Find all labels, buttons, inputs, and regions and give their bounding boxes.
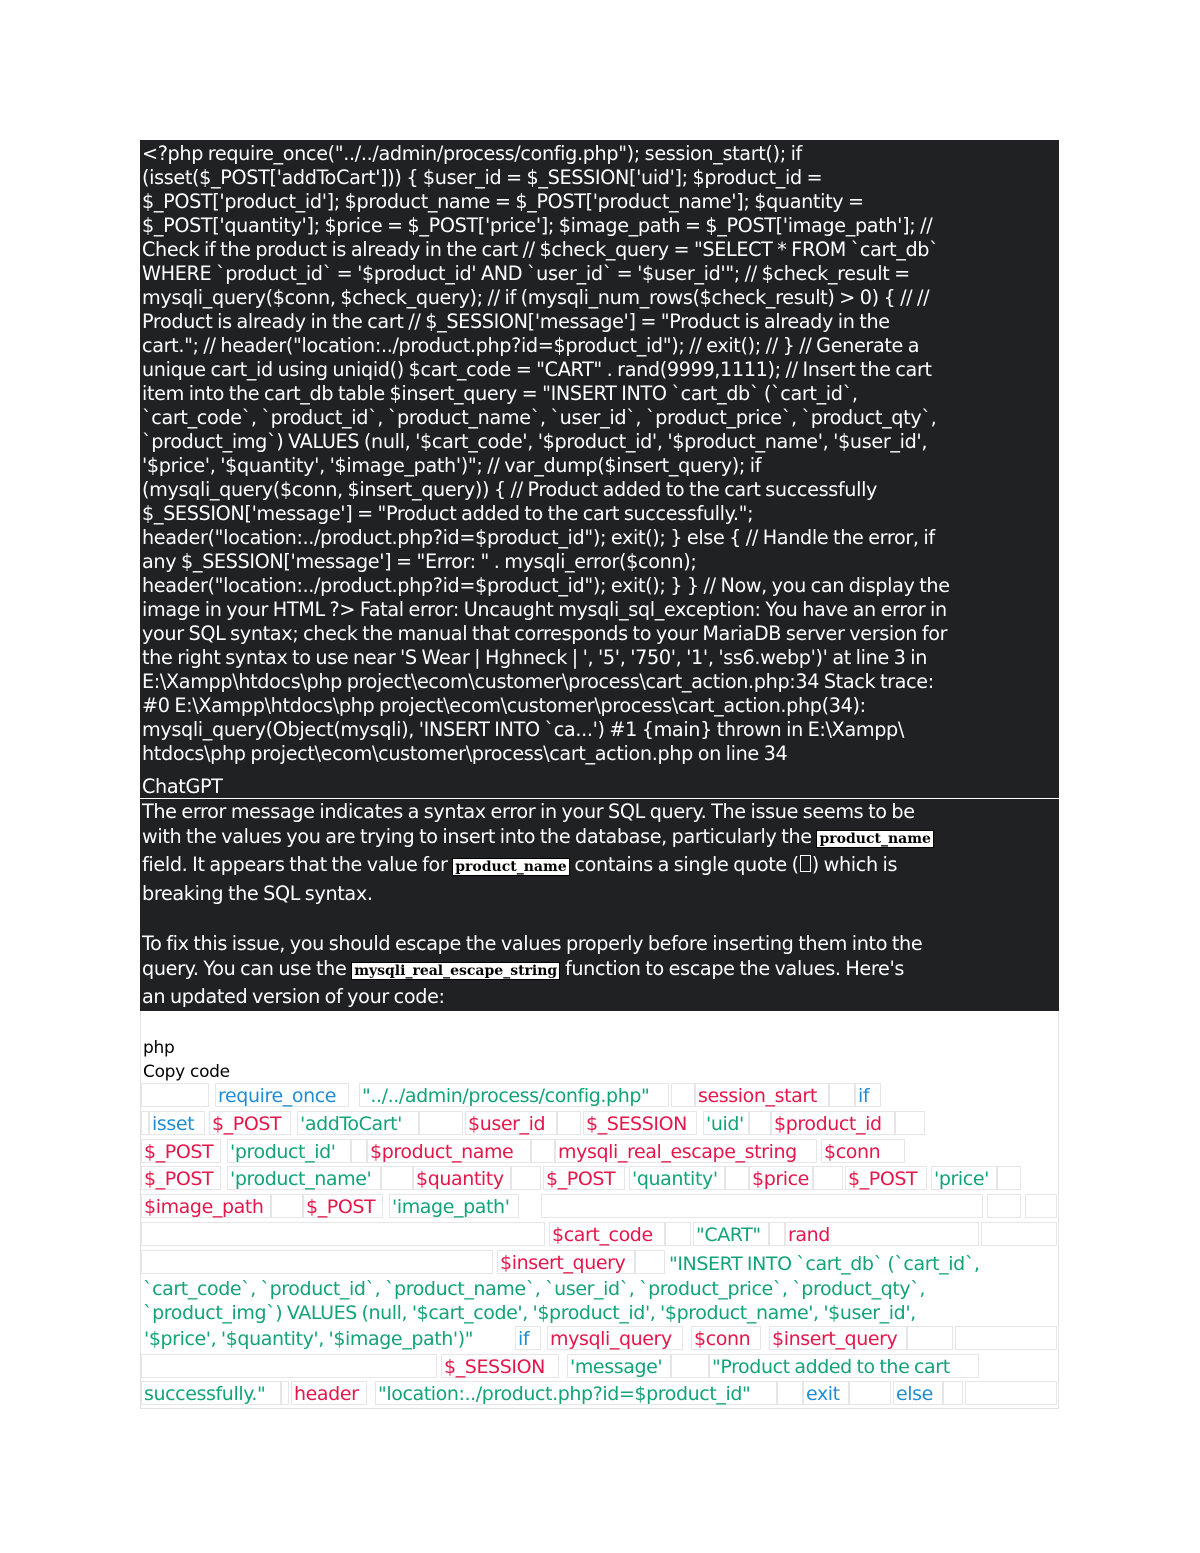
prompt-line: the right syntax to use near 'S Wear | Hghneck | ', '5', '750', '1', 'ss6.webp')' at line 3 in xyxy=(142,646,928,669)
answer-line: breaking the SQL syntax. xyxy=(142,881,373,905)
inline-code-product-name: product_name xyxy=(816,830,933,848)
answer-line: The error message indicates a syntax error in your SQL query. The issue seems to be xyxy=(142,800,915,823)
document-page xyxy=(140,140,1059,1409)
code-line xyxy=(141,1222,1058,1248)
code-token: $conn xyxy=(691,1326,761,1350)
chatgpt-label: ChatGPT xyxy=(142,775,223,798)
prompt-line: Product is already in the cart // $_SESSION['message'] = "Product is already in the xyxy=(142,310,890,333)
answer-line: query. You can use the mysqli_real_escape_string function to escape the values. Here's xyxy=(142,957,905,981)
code-token: "CART" xyxy=(693,1222,769,1246)
code-token: "location:../product.php?id=$product_id" xyxy=(375,1381,777,1405)
code-token: $_SESSION xyxy=(583,1111,697,1135)
code-token: successfully." xyxy=(141,1381,281,1405)
prompt-line: your SQL syntax; check the manual that corresponds to your MariaDB server version for xyxy=(142,622,948,645)
code-token: $_POST xyxy=(209,1111,291,1135)
code-token: 'product_name' xyxy=(227,1166,381,1190)
code-language-label: php xyxy=(143,1038,175,1059)
code-token: "../../admin/process/config.php" xyxy=(359,1083,669,1107)
code-token: $_POST xyxy=(845,1166,927,1190)
assistant-answer xyxy=(140,798,1059,1011)
code-token: $_POST xyxy=(303,1194,383,1218)
missing-glyph-icon xyxy=(800,855,811,872)
prompt-line: E:\Xampp\htdocs\php project\ecom\customer\process\cart_action.php:34 Stack trace: xyxy=(142,670,934,693)
code-line xyxy=(141,1166,1058,1192)
prompt-line: mysqli_query($conn, $check_query); // if (mysqli_num_rows($check_result) > 0) { // // xyxy=(142,286,930,309)
code-line xyxy=(141,1139,1058,1165)
code-string: `cart_code`, `product_id`, `product_name`, `user_id`, `product_price`, `product_qty`, xyxy=(143,1278,925,1301)
code-token: $image_path xyxy=(141,1194,271,1218)
prompt-line: $_POST['product_id']; $product_name = $_POST['product_name']; $quantity = xyxy=(142,190,864,213)
conversation-dark-panel xyxy=(140,140,1059,1011)
prompt-line: mysqli_query(Object(mysqli), 'INSERT INTO `ca...') #1 {main} thrown in E:\Xampp\ xyxy=(142,718,904,741)
code-token: $_POST xyxy=(141,1166,221,1190)
code-token: $cart_code xyxy=(549,1222,665,1246)
code-token: mysqli_query xyxy=(547,1326,683,1350)
user-prompt xyxy=(140,140,1059,766)
code-token: $price xyxy=(749,1166,813,1190)
code-token: 'image_path' xyxy=(389,1194,519,1218)
code-token: 'message' xyxy=(567,1354,671,1378)
prompt-line: cart."; // header("location:../product.php?id=$product_id"); // exit(); // } // Generate a xyxy=(142,334,920,357)
inline-code-product-name: product_name xyxy=(452,858,569,876)
code-token: require_once xyxy=(215,1083,349,1107)
code-line xyxy=(141,1194,1058,1220)
code-token: $_SESSION xyxy=(441,1354,559,1378)
answer-line: an updated version of your code: xyxy=(142,985,445,1009)
code-line xyxy=(141,1083,1058,1109)
code-token: if xyxy=(515,1326,541,1350)
prompt-line: `product_img`) VALUES (null, '$cart_code', '$product_id', '$product_name', '$user_id', xyxy=(142,430,928,453)
code-token: exit xyxy=(803,1381,849,1405)
code-token: "Product added to the cart xyxy=(709,1354,979,1378)
code-token: header xyxy=(291,1381,367,1405)
prompt-line: $_POST['quantity']; $price = $_POST['price']; $image_path = $_POST['image_path']; // xyxy=(142,214,933,237)
prompt-line: WHERE `product_id` = '$product_id' AND `user_id` = '$user_id'"; // $check_result = xyxy=(142,262,910,285)
code-token: isset xyxy=(149,1111,205,1135)
code-token: if xyxy=(855,1083,881,1107)
code-token: 'product_id' xyxy=(227,1139,351,1163)
code-line xyxy=(141,1381,1058,1407)
code-string: `product_img`) VALUES (null, '$cart_code', '$product_id', '$product_name', '$user_id', xyxy=(143,1302,916,1325)
code-token: 'addToCart' xyxy=(297,1111,419,1135)
code-line xyxy=(141,1354,1058,1380)
code-token: session_start xyxy=(695,1083,829,1107)
code-token: else xyxy=(893,1381,943,1405)
prompt-line: header("location:../product.php?id=$product_id"); exit(); } else { // Handle the error, if xyxy=(142,526,935,549)
prompt-line: `cart_code`, `product_id`, `product_name`, `user_id`, `product_price`, `product_qty`, xyxy=(142,406,937,429)
code-token: $insert_query xyxy=(769,1326,907,1350)
answer-line: field. It appears that the value for product_name contains a single quote ( ) which is xyxy=(142,853,898,877)
answer-line: with the values you are trying to insert into the database, particularly the product_name xyxy=(142,824,1057,852)
code-string: "INSERT INTO `cart_db` (`cart_id`, xyxy=(669,1253,980,1276)
inline-code-escape-string: mysqli_real_escape_string xyxy=(351,962,560,980)
code-token: $_POST xyxy=(141,1139,221,1163)
prompt-line: Check if the product is already in the cart // $check_query = "SELECT * FROM `cart_db` xyxy=(142,238,939,261)
code-token: 'price' xyxy=(931,1166,997,1190)
prompt-line: image in your HTML ?> Fatal error: Uncaught mysqli_sql_exception: You have an error in xyxy=(142,598,947,621)
prompt-line: (isset($_POST['addToCart'])) { $user_id = $_SESSION['uid']; $product_id = xyxy=(142,166,823,189)
code-token: rand xyxy=(785,1222,979,1246)
code-token: $product_id xyxy=(771,1111,895,1135)
code-line xyxy=(141,1326,1058,1352)
answer-line: To fix this issue, you should escape the values properly before inserting them into the xyxy=(142,931,923,955)
code-line xyxy=(141,1111,1058,1137)
prompt-line: #0 E:\Xampp\htdocs\php project\ecom\customer\process\cart_action.php(34): xyxy=(142,694,866,717)
code-token: $product_name xyxy=(367,1139,531,1163)
code-token: mysqli_real_escape_string xyxy=(555,1139,817,1163)
code-token: 'quantity' xyxy=(629,1166,725,1190)
prompt-line: htdocs\php project\ecom\customer\process\cart_action.php on line 34 xyxy=(142,742,788,765)
prompt-line: header("location:../product.php?id=$product_id"); exit(); } } // Now, you can display the xyxy=(142,574,950,597)
code-token: 'uid' xyxy=(703,1111,749,1135)
copy-code-button[interactable]: Copy code xyxy=(143,1062,230,1083)
prompt-line: <?php require_once("../../admin/process/config.php"); session_start(); if xyxy=(142,142,802,165)
prompt-line: $_SESSION['message'] = "Product added to the cart successfully."; xyxy=(142,502,754,525)
prompt-line: any $_SESSION['message'] = "Error: " . mysqli_error($conn); xyxy=(142,550,697,573)
prompt-line: item into the cart_db table $insert_query = "INSERT INTO `cart_db` (`cart_id`, xyxy=(142,382,858,405)
prompt-line: (mysqli_query($conn, $insert_query)) { // Product added to the cart successfully xyxy=(142,478,878,501)
code-token: $user_id xyxy=(465,1111,557,1135)
code-token: $_POST xyxy=(543,1166,625,1190)
code-block xyxy=(140,1011,1059,1409)
code-token: $quantity xyxy=(413,1166,511,1190)
prompt-line: unique cart_id using uniqid() $cart_code = "CART" . rand(9999,1111); // Insert the cart xyxy=(142,358,932,381)
prompt-line: '$price', '$quantity', '$image_path')"; // var_dump($insert_query); if xyxy=(142,454,762,477)
code-token: $insert_query xyxy=(497,1250,635,1274)
code-token: $conn xyxy=(821,1139,905,1163)
code-token: '$price', '$quantity', '$image_path')" xyxy=(144,1328,474,1351)
